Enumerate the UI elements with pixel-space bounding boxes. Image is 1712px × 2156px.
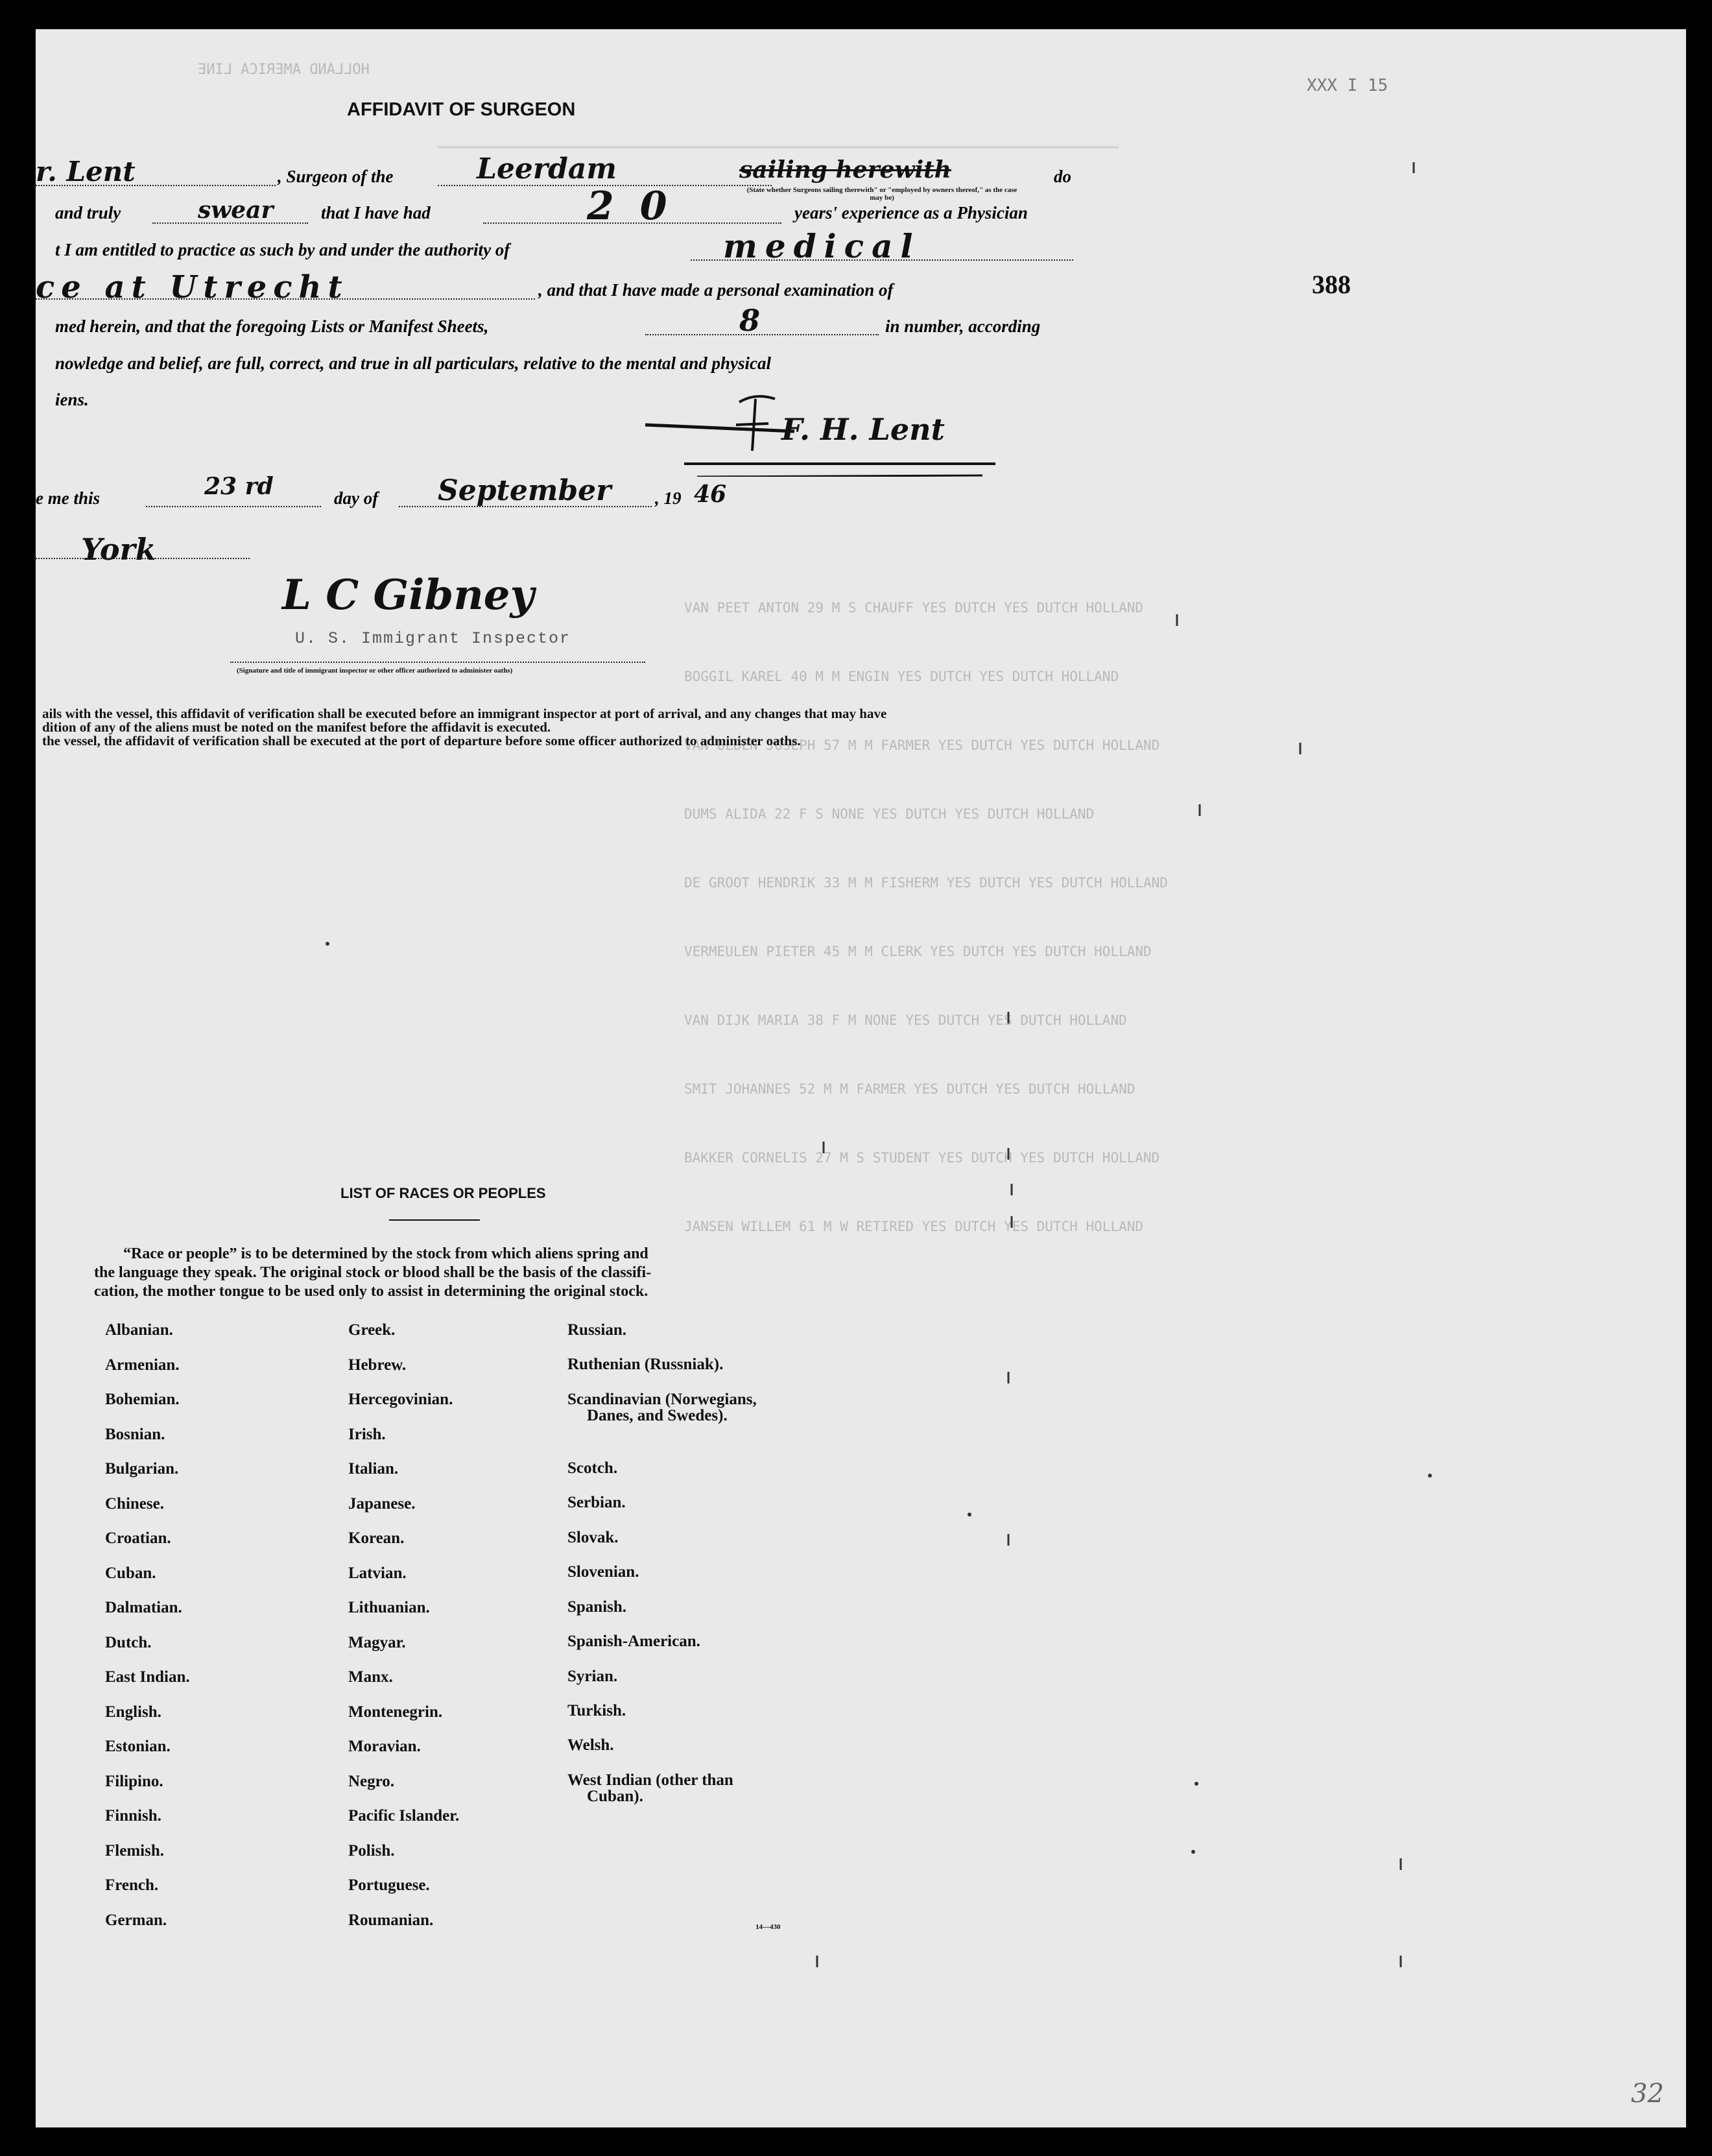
race-col2-item: Manx. bbox=[348, 1668, 393, 1686]
race-col1-item: Chinese. bbox=[105, 1494, 164, 1513]
race-col1-item: Bosnian. bbox=[105, 1425, 165, 1443]
aliens-label: iens. bbox=[55, 390, 89, 409]
in-number-label: in number, according bbox=[885, 317, 1041, 336]
race-col1-item: Finnish. bbox=[105, 1807, 161, 1825]
race-col1-item: Dutch. bbox=[105, 1633, 152, 1651]
bleed-header-left: HOLLAND AMERICA LINE bbox=[198, 62, 370, 78]
race-col1-item: East Indian. bbox=[105, 1668, 190, 1686]
race-col3-item: West Indian (other than bbox=[567, 1771, 733, 1789]
race-col1-item: Flemish. bbox=[105, 1841, 164, 1860]
verification-note-2: dition of any of the aliens must be noted on the manifest before the affidavit is executed. bbox=[42, 719, 551, 735]
race-col3-item: Slovenian. bbox=[567, 1563, 639, 1581]
swear-word: swear bbox=[198, 197, 274, 224]
bleed-header-right: XXX I 15 bbox=[1307, 76, 1388, 95]
inspector-stamp: U. S. Immigrant Inspector bbox=[295, 629, 571, 648]
race-col2-item: Montenegrin. bbox=[348, 1703, 443, 1721]
bleed-marks bbox=[36, 29, 1686, 2127]
do-label: do bbox=[1054, 167, 1071, 186]
race-col3-item: Cuban). bbox=[587, 1788, 643, 1805]
race-col2-item: Italian. bbox=[348, 1460, 399, 1478]
bleed-row: BOGGIL KAREL 40 M M ENGIN YES DUTCH YES DUTCH HOLLAND bbox=[684, 669, 1119, 684]
race-col2-item: Negro. bbox=[348, 1772, 395, 1790]
race-col3-item: Danes, and Swedes). bbox=[587, 1407, 728, 1424]
sworn-place: York bbox=[81, 532, 156, 567]
race-col3-item: Serbian. bbox=[567, 1494, 626, 1511]
race-col1-item: Armenian. bbox=[105, 1356, 180, 1374]
bleed-row: JANSEN WILLEM 61 M W RETIRED YES DUTCH YES DUTCH HOLLAND bbox=[684, 1219, 1144, 1234]
bleed-row: SMIT JOHANNES 52 M M FARMER YES DUTCH YES DUTCH HOLLAND bbox=[684, 1081, 1135, 1097]
manifest-sheets-label: med herein, and that the foregoing Lists or Manifest Sheets, bbox=[55, 317, 489, 336]
vessel-name: Leerdam bbox=[477, 152, 617, 186]
state-fine-print: (State whether Surgeons sailing therewith" or "employed by owners thereof," as the case may be) bbox=[746, 186, 1017, 202]
race-col2-item: Latvian. bbox=[348, 1564, 407, 1582]
sworn-label: e me this bbox=[36, 488, 100, 508]
entitled-label: t I am entitled to practice as such by and under the authority of bbox=[55, 240, 510, 259]
sailing-status: sailing herewith bbox=[739, 156, 951, 184]
race-col3-item: Syrian. bbox=[567, 1668, 618, 1685]
race-col3-item: Welsh. bbox=[567, 1736, 614, 1754]
race-col3-item: Scotch. bbox=[567, 1459, 618, 1477]
authority-name: medical bbox=[723, 227, 921, 265]
race-col1-item: Bulgarian. bbox=[105, 1460, 179, 1478]
race-col2-item: Polish. bbox=[348, 1841, 395, 1860]
race-col2-item: Portuguese. bbox=[348, 1876, 430, 1894]
bleed-row: VAN ULDEN JOSEPH 57 M M FARMER YES DUTCH YES DUTCH HOLLAND bbox=[684, 737, 1160, 753]
affidavit-title: AFFIDAVIT OF SURGEON bbox=[347, 99, 576, 120]
inspector-signature: L C Gibney bbox=[282, 571, 534, 619]
race-col2-item: Korean. bbox=[348, 1529, 405, 1547]
race-col3-item: Spanish. bbox=[567, 1598, 627, 1616]
race-col3-item: Slovak. bbox=[567, 1529, 619, 1546]
year-prefix: , 19 bbox=[655, 488, 682, 508]
bleed-row: VAN PEET ANTON 29 M S CHAUFF YES DUTCH YES DUTCH HOLLAND bbox=[684, 600, 1144, 616]
signature-caption: (Signature and title of immigrant inspector or other officer authorized to administer oaths) bbox=[237, 667, 513, 675]
race-col1-item: German. bbox=[105, 1911, 167, 1929]
race-col1-item: Bohemian. bbox=[105, 1391, 180, 1408]
race-col3-item: Turkish. bbox=[567, 1702, 626, 1719]
knowledge-label: nowledge and belief, are full, correct, and true in all particulars, relative to the mental and physical bbox=[55, 353, 771, 373]
races-intro-line-2: the language they speak. The original stock or blood shall be the basis of the classifi- bbox=[94, 1264, 652, 1281]
sheet-count: 8 bbox=[739, 303, 761, 338]
corner-page-mark: 32 bbox=[1631, 2079, 1664, 2109]
personal-exam-label: , and that I have made a personal examination of bbox=[538, 280, 894, 300]
manifest-page bbox=[36, 29, 1686, 2127]
race-col2-item: Hebrew. bbox=[348, 1356, 407, 1374]
verification-note-1: ails with the vessel, this affidavit of verification shall be executed before an immigrant inspector at port of arrival, and any changes that may have bbox=[42, 706, 887, 721]
race-col1-item: Cuban. bbox=[105, 1564, 156, 1582]
races-intro-line-3: cation, the mother tongue to be used only to assist in determining the original stock. bbox=[94, 1283, 648, 1300]
race-col1-item: Dalmatian. bbox=[105, 1599, 182, 1616]
race-col2-item: Lithuanian. bbox=[348, 1599, 430, 1616]
race-col3-item: Spanish-American. bbox=[567, 1633, 700, 1650]
race-col1-item: Estonian. bbox=[105, 1738, 171, 1755]
race-col2-item: Roumanian. bbox=[348, 1911, 434, 1929]
race-col1-item: Filipino. bbox=[105, 1772, 163, 1790]
race-col2-item: Japanese. bbox=[348, 1494, 416, 1513]
form-number: 14—430 bbox=[755, 1923, 781, 1931]
experience-label: that I have had bbox=[321, 203, 431, 222]
verification-note-3: the vessel, the affidavit of verification shall be executed at the port of departure before some officer authorized to administer oaths. bbox=[42, 733, 801, 749]
race-col1-item: French. bbox=[105, 1876, 159, 1894]
surgeon-signature-text: F. H. Lent bbox=[781, 412, 945, 447]
races-intro-line-1: “Race or people” is to be determined by the stock from which aliens spring and bbox=[123, 1245, 648, 1262]
race-col2-item: Magyar. bbox=[348, 1633, 406, 1651]
sworn-year: 46 bbox=[694, 481, 727, 508]
bleed-row: DE GROOT HENDRIK 33 M M FISHERM YES DUTCH YES DUTCH HOLLAND bbox=[684, 875, 1168, 891]
race-col2-item: Greek. bbox=[348, 1321, 396, 1339]
surgeon-name: r. Lent bbox=[36, 156, 136, 187]
race-col3-item: Scandinavian (Norwegians, bbox=[567, 1391, 757, 1408]
race-col2-item: Hercegovinian. bbox=[348, 1391, 453, 1408]
authority-place: ce at Utrecht bbox=[36, 269, 349, 305]
truly-label: and truly bbox=[55, 203, 121, 222]
day-of-label: day of bbox=[334, 488, 379, 508]
race-col1-item: Albanian. bbox=[105, 1321, 173, 1339]
sworn-month: September bbox=[438, 474, 612, 507]
race-col2-item: Pacific Islander. bbox=[348, 1807, 460, 1825]
bleed-row: VAN DIJK MARIA 38 F M NONE YES DUTCH YES DUTCH HOLLAND bbox=[684, 1012, 1127, 1028]
race-col2-item: Moravian. bbox=[348, 1738, 421, 1755]
race-col1-item: Croatian. bbox=[105, 1529, 171, 1547]
bleed-row: BAKKER CORNELIS 27 M S STUDENT YES DUTCH YES DUTCH HOLLAND bbox=[684, 1150, 1160, 1166]
page-number: 388 bbox=[1312, 270, 1351, 299]
race-col2-item: Irish. bbox=[348, 1425, 386, 1443]
bleed-row: DUMS ALIDA 22 F S NONE YES DUTCH YES DUTCH HOLLAND bbox=[684, 806, 1095, 822]
races-title: LIST OF RACES OR PEOPLES bbox=[340, 1185, 546, 1201]
bleed-row: VERMEULEN PIETER 45 M M CLERK YES DUTCH YES DUTCH HOLLAND bbox=[684, 944, 1152, 959]
years-physician-label: years' experience as a Physician bbox=[794, 203, 1028, 222]
race-col3-item: Ruthenian (Russniak). bbox=[567, 1356, 724, 1373]
race-col3-item: Russian. bbox=[567, 1321, 627, 1339]
race-col1-item: English. bbox=[105, 1703, 161, 1721]
sworn-day: 23 rd bbox=[204, 473, 274, 500]
years-experience: 20 bbox=[587, 184, 693, 229]
surgeon-of-label: , Surgeon of the bbox=[278, 167, 394, 186]
